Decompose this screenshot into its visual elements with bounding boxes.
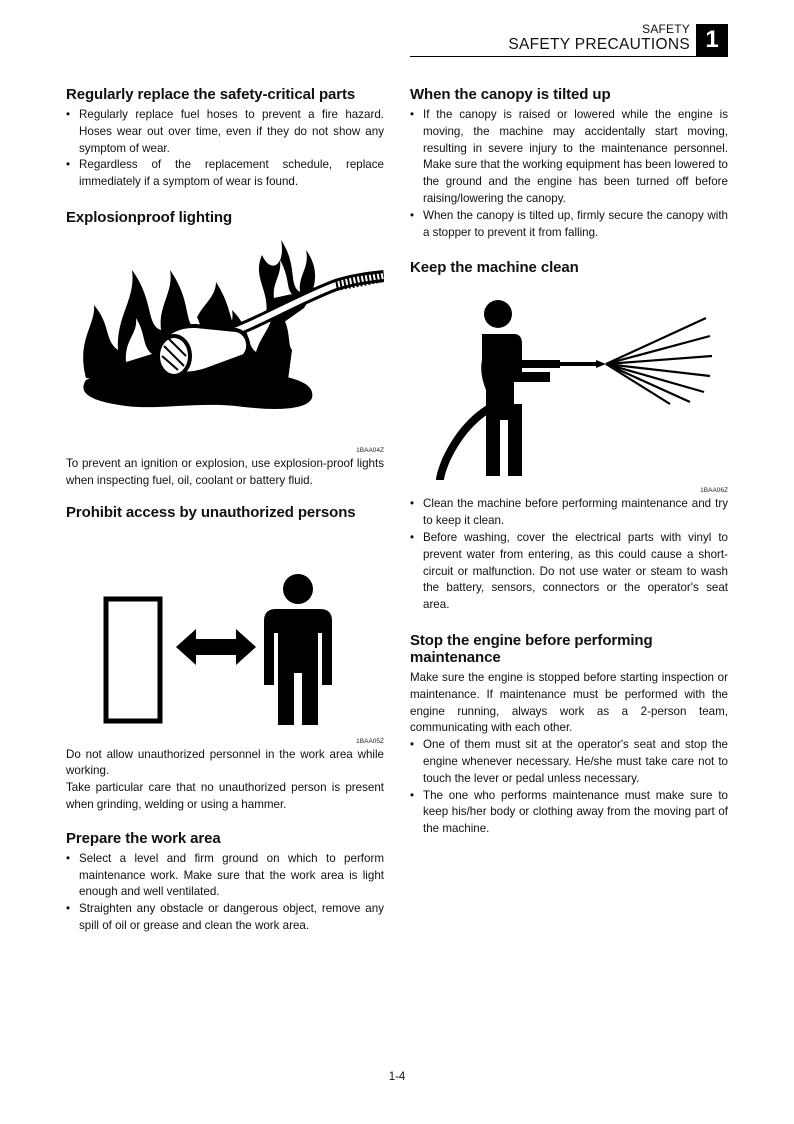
washing-illustration <box>410 280 728 490</box>
paragraph: Take particular care that no unauthorized person is present when grinding, welding or using a hammer. <box>66 781 384 811</box>
section-title: Keep the machine clean <box>410 259 579 277</box>
section-keep-clean <box>410 259 728 614</box>
header-section-label: SAFETY <box>642 22 690 36</box>
page-header <box>410 22 728 58</box>
list-item: • Straighten any obstacle or dangerous object, remove any spill of oil or grease and clean the work area. <box>66 901 384 935</box>
section-prohibit-access <box>66 504 384 814</box>
list-item: • If the canopy is raised or lowered while the engine is moving, the machine may accidentally start moving, resulting in severe injury to the maintenance personnel. Make sure that the working equipment has been lowered to the ground and the engine has been turned off before raising/lowering the canopy. <box>410 107 728 208</box>
section-title: Stop the engine before performing maintenance <box>410 631 653 666</box>
paragraph: Make sure the engine is stopped before starting inspection or maintenance. If maintenance must be performed with the engine running, always work as a 2-person team, communicating with each other. <box>410 670 728 735</box>
section-explosionproof-lighting <box>66 209 384 490</box>
section-title: Explosionproof lighting <box>66 208 233 226</box>
header-rule <box>410 56 728 57</box>
section-canopy <box>410 86 728 241</box>
list-item: • Regularly replace fuel hoses to prevent a fire hazard. Hoses wear out over time, even if they do not show any symptom of wear. <box>66 107 384 157</box>
paragraph: To prevent an ignition or explosion, use explosion-proof lights when inspecting fuel, oil, coolant or battery fluid. <box>66 456 384 487</box>
left-column <box>66 86 384 953</box>
water-spray <box>606 318 712 404</box>
list-item: • Before washing, cover the electrical parts with vinyl to prevent water from entering, as this could cause a short-circuit or malfunction. Do not use water or steam to wash the battery, sensors, connectors or the operator's seat area. <box>410 530 728 614</box>
list-item: • When the canopy is tilted up, firmly secure the canopy with a stopper to prevent it from falling. <box>410 208 728 242</box>
bullet-list <box>410 737 728 838</box>
figure-code: 1BAA04Z <box>356 446 384 454</box>
section-work-area <box>66 830 384 935</box>
chapter-number-badge: 1 <box>696 24 728 56</box>
section-title: Prohibit access by unauthorized persons <box>66 503 356 521</box>
no-access-illustration <box>66 525 384 735</box>
door-icon <box>106 599 160 721</box>
figure-washing <box>410 280 728 496</box>
person-with-hose <box>440 300 560 480</box>
figure-burning-lamp <box>66 230 384 456</box>
section-title: Prepare the work area <box>66 829 221 847</box>
section-title: When the canopy is tilted up <box>410 86 611 103</box>
section-replace-parts <box>66 86 384 191</box>
list-item: • One of them must sit at the operator's seat and stop the engine whenever necessary. He/she must take care not to touch the lever or pedal unless necessary. <box>410 737 728 787</box>
nozzle <box>596 360 606 368</box>
person-icon <box>264 574 332 725</box>
list-item: • Regardless of the replacement schedule, replace immediately if a symptom of wear is found. <box>66 157 384 191</box>
double-arrow-icon <box>176 629 256 665</box>
bullet-list <box>410 496 728 614</box>
list-item: • Select a level and firm ground on which to perform maintenance work. Make sure that the work area is light enough and well ventilated. <box>66 851 384 901</box>
bullet-list <box>66 851 384 935</box>
figure-code: 1BAA05Z <box>356 737 384 745</box>
burning-lamp-illustration <box>66 230 384 440</box>
figure-code: 1BAA06Z <box>700 487 728 495</box>
right-column <box>410 86 728 856</box>
section-stop-engine <box>410 632 728 838</box>
page-number: 1-4 <box>388 1071 406 1083</box>
bullet-list <box>410 107 728 241</box>
bullet-list <box>66 107 384 191</box>
list-item: • The one who performs maintenance must make sure to keep his/her body or clothing away from the moving part of the machine. <box>410 788 728 838</box>
section-title: Regularly replace the safety-critical parts <box>66 86 356 103</box>
header-title: SAFETY PRECAUTIONS <box>508 36 690 53</box>
list-item: • Clean the machine before performing maintenance and try to keep it clean. <box>410 496 728 530</box>
paragraph: Do not allow unauthorized personnel in the work area while working. <box>66 747 384 778</box>
figure-no-access <box>66 525 384 747</box>
